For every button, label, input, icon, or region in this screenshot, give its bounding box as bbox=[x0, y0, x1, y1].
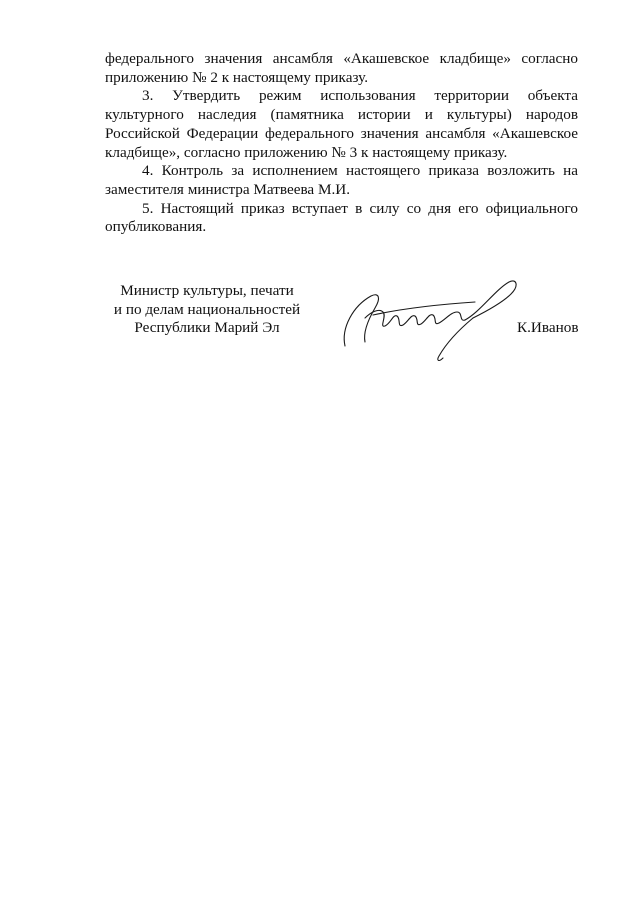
signatory-title-line-2: и по делам национальностей bbox=[113, 300, 301, 318]
signatory-name: К.Иванов bbox=[517, 319, 579, 336]
document-body bbox=[105, 50, 578, 237]
signatory-title bbox=[102, 282, 312, 338]
signatory-title-line-3: Республики Марий Эл bbox=[134, 319, 280, 337]
paragraph-item-3: 3. Утвердить режим использования территории объекта культурного наследия (памятника истории и культуры) народов Российской Федерации федерального значения ансамбля «Акашевское кладбище», согласно приложению № 3 к настоящему приказу. bbox=[105, 87, 578, 161]
paragraph-item-5: 5. Настоящий приказ вступает в силу со дня его официального опубликования. bbox=[105, 199, 578, 236]
handwritten-signature-icon bbox=[335, 268, 525, 368]
paragraph-continuation: федерального значения ансамбля «Акашевское кладбище» согласно приложению № 2 к настоящему приказу. bbox=[105, 50, 578, 86]
paragraph-item-4: 4. Контроль за исполнением настоящего приказа возложить на заместителя министра Матвеева М.И. bbox=[105, 162, 578, 198]
signature-block bbox=[0, 268, 640, 378]
signatory-title-line-1: Министр культуры, печати bbox=[120, 282, 294, 299]
